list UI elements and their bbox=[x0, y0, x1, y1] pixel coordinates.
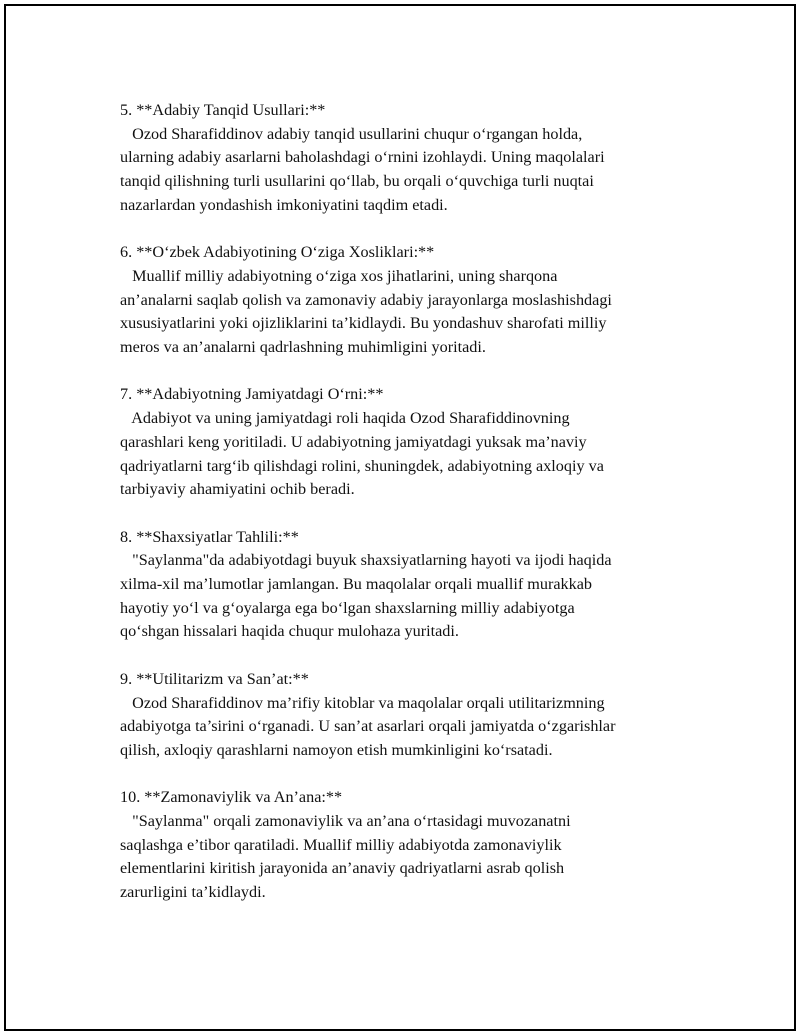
paragraph-line: tanqid qilishning turli usullarini qoʻllab, bu orqali oʻquvchiga turli nuqtai bbox=[120, 172, 594, 191]
paragraph-line: Ozod Sharafiddinov ma’rifiy kitoblar va maqolalar orqali utilitarizmning bbox=[120, 693, 605, 712]
section-heading: 6. **Oʻzbek Adabiyotining Oʻziga Xosliklari:** bbox=[120, 243, 435, 262]
paragraph-line: qoʻshgan hissalari haqida chuqur mulohaza yuritadi. bbox=[120, 622, 459, 641]
section-heading: 7. **Adabiyotning Jamiyatdagi Oʻrni:** bbox=[120, 385, 384, 404]
paragraph-line: "Saylanma"da adabiyotdagi buyuk shaxsiyatlarning hayoti va ijodi haqida bbox=[120, 551, 612, 570]
section-heading: 8. **Shaxsiyatlar Tahlili:** bbox=[120, 527, 299, 546]
paragraph-line: Muallif milliy adabiyotning oʻziga xos jihatlarini, uning sharqona bbox=[120, 266, 558, 285]
paragraph-line: zarurligini ta’kidlaydi. bbox=[120, 883, 266, 902]
paragraph-line: xilma-xil ma’lumotlar jamlangan. Bu maqolalar orqali muallif murakkab bbox=[120, 575, 592, 594]
paragraph-line: adabiyotga ta’sirini oʻrganadi. U san’at asarlari orqali jamiyatda oʻzgarishlar bbox=[120, 717, 616, 736]
paragraph-line: "Saylanma" orqali zamonaviylik va an’ana oʻrtasidagi muvozanatni bbox=[120, 812, 571, 831]
paragraph-line: meros va an’analarni qadrlashning muhimligini yoritadi. bbox=[120, 338, 486, 357]
paragraph-line: nazarlardan yondashish imkoniyatini taqdim etadi. bbox=[120, 195, 448, 214]
paragraph-line: Adabiyot va uning jamiyatdagi roli haqida Ozod Sharafiddinovning bbox=[120, 409, 570, 428]
paragraph-line: tarbiyaviy ahamiyatini ochib beradi. bbox=[120, 480, 355, 499]
paragraph-line: an’analarni saqlab qolish va zamonaviy adabiy jarayonlarga moslashishdagi bbox=[120, 290, 612, 309]
paragraph-line: qadriyatlarni targʻib qilishdagi rolini, shuningdek, adabiyotning axloqiy va bbox=[120, 456, 604, 475]
section-heading: 9. **Utilitarizm va San’at:** bbox=[120, 669, 309, 688]
paragraph-line: qarashlari keng yoritiladi. U adabiyotning jamiyatdagi yuksak ma’naviy bbox=[120, 432, 587, 451]
paragraph-line: xususiyatlarini yoki ojizliklarini ta’kidlaydi. Bu yondashuv sharofati milliy bbox=[120, 314, 607, 333]
section-5 bbox=[120, 99, 720, 218]
paragraph-line: elementlarini kiritish jarayonida an’anaviy qadriyatlarni asrab qolish bbox=[120, 859, 565, 878]
section-heading: 5. **Adabiy Tanqid Usullari:** bbox=[120, 101, 326, 119]
section-7 bbox=[120, 383, 720, 502]
paragraph-line: saqlashga e’tibor qaratiladi. Muallif milliy adabiyotda zamonaviylik bbox=[120, 835, 562, 854]
section-10 bbox=[120, 786, 720, 905]
paragraph-line: ularning adabiy asarlarni baholashdagi oʻrnini izohlaydi. Uning maqolalari bbox=[120, 148, 605, 167]
section-9 bbox=[120, 668, 720, 763]
paragraph-line: qilish, axloqiy qarashlarni namoyon etish mumkinligini koʻrsatadi. bbox=[120, 740, 553, 759]
section-6 bbox=[120, 241, 720, 360]
paragraph-line: hayotiy yoʻl va gʻoyalarga ega boʻlgan shaxslarning milliy adabiyotga bbox=[120, 598, 575, 617]
section-heading: 10. **Zamonaviylik va An’ana:** bbox=[120, 788, 343, 807]
section-8 bbox=[120, 526, 720, 645]
document-body bbox=[120, 99, 720, 929]
paragraph-line: Ozod Sharafiddinov adabiy tanqid usullarini chuqur oʻrgangan holda, bbox=[120, 124, 583, 143]
page-frame bbox=[4, 4, 796, 1031]
